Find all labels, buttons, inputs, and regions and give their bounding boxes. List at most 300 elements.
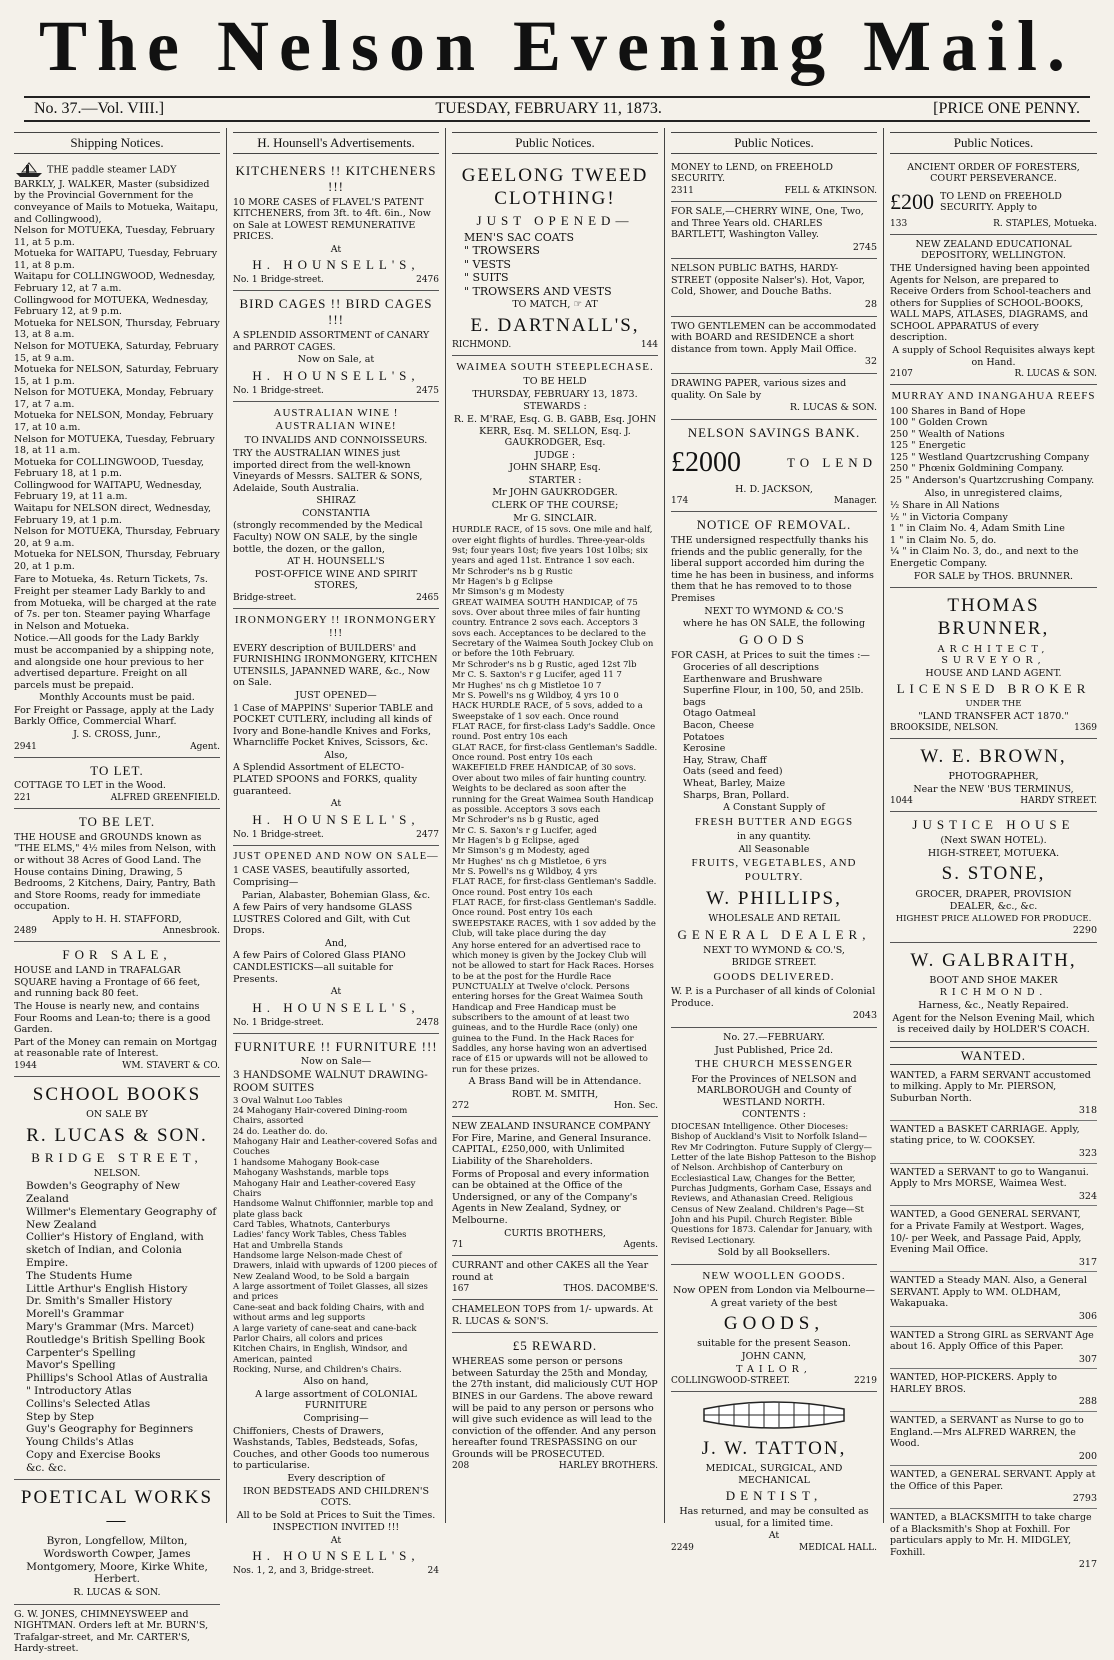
signature-row <box>452 1240 658 1251</box>
race-item: GLAT RACE, for first-class Gentleman's Saddle. Once round. Post entry 10s each <box>452 742 658 764</box>
ad-number: 307 <box>1078 1353 1097 1365</box>
ad-text: Part of the Money can remain on Mortgag at reasonable rate of Interest. <box>14 1036 218 1060</box>
school-books-ad <box>14 1077 220 1480</box>
book-item: Willmer's Elementary Geography of New Zealand <box>26 1205 217 1231</box>
race-notes: Any horse entered for an advertised race to which money is given by the Jockey Club will not be allowed to start for Hack Races. Horses to be at the post for the Hurdle Race PUNCTUALLY at Twelve o'clock. Persons entering horses for the Great Waimea South Handicap and Free Handicap must be subscribers to the amount of at least two guineas, and to the Hurdle Race (only) one guinea to the Fund. In the Hack Races for Saddles, any horse having won an advertised race of £15 or upwards will not be allowed to run for these prizes. <box>452 940 654 1075</box>
signature-row <box>14 793 220 804</box>
race-item: Mr Schroder's ns b g Rustic, aged <box>452 815 599 826</box>
ad-number: 2043 <box>852 1010 877 1022</box>
clothing-item: " VESTS <box>464 257 511 271</box>
ad-text: A Brass Band will be in Attendance. <box>468 1076 642 1088</box>
manager-role: Manager. <box>833 496 877 507</box>
photographer-ad <box>890 739 1097 812</box>
ad-heading: IRONMONGERY !! IRONMONGERY !!! <box>234 613 438 640</box>
clothing-item: " TROWSERS <box>464 244 540 258</box>
furniture-item: 3 Oval Walnut Loo Tables <box>233 1095 343 1106</box>
sailing-list <box>14 225 220 572</box>
to-let-ad <box>14 758 220 809</box>
book-list <box>14 1180 220 1474</box>
ad-apply: Apply to H. H. STAFFORD, <box>52 913 182 925</box>
furniture-item: 1 handsome Mahogany Book-case <box>233 1157 380 1168</box>
book-item: Step by Step <box>26 1410 95 1423</box>
agent-name: J. S. CROSS, Junr., <box>73 729 161 741</box>
ad-number: 24 <box>427 1566 439 1577</box>
signature-row <box>890 723 1097 734</box>
ad-subheading: JUST OPENED— <box>476 213 634 229</box>
ironmongery-ad <box>233 609 439 846</box>
ad-number: 208 <box>452 1461 470 1472</box>
signature-row <box>890 796 1097 807</box>
notice-text: Notice.—All goods for the Lady Barkly must be accompanied by a shipping note, and alongside one hour previous to her advertised departure. Freight on all parcels must be prepaid. <box>14 633 215 691</box>
ad-heading: AUSTRALIAN WINE ! AUSTRALIAN WINE! <box>273 406 399 432</box>
ad-number: 71 <box>452 1240 464 1251</box>
firm-street: HARDY STREET. <box>1020 796 1097 807</box>
ad-text: IRON BEDSTEADS AND CHILDREN'S COTS. <box>243 1485 429 1509</box>
ad-text: (strongly recommended by the Medical Faculty) NOW ON SALE, by the single bottle, the dozen, or the gallon, <box>233 520 423 555</box>
ad-heading: BIRD CAGES !! BIRD CAGES !!! <box>239 296 433 328</box>
column-heading: Shipping Notices. <box>14 132 220 154</box>
firm-street: BRIDGE STREET. <box>731 957 817 969</box>
wanted-ad <box>890 1272 1097 1326</box>
advertiser-place: Annesbrook. <box>162 926 220 937</box>
advertiser-name: R. LUCAS & SON. <box>789 402 877 414</box>
signature-row <box>233 275 439 286</box>
dateline <box>24 96 1090 122</box>
ad-number: 28 <box>864 299 877 311</box>
firm-name: THOMAS BRUNNER, <box>937 595 1050 640</box>
firm-place: RICHMOND. <box>939 987 1048 999</box>
wanted-text: WANTED a Steady MAN. Also, a General SERVANT. Apply to WM. OLDHAM, Wakapuaka. <box>890 1275 1087 1310</box>
claim-item: 1 " in Claim No. 4, Adam Smith Line <box>890 523 1065 535</box>
issue-price: [PRICE ONE PENNY. <box>933 100 1080 117</box>
currant-cakes-ad <box>452 1256 658 1300</box>
ad-number: 323 <box>1078 1148 1097 1160</box>
wine-ad <box>233 402 439 609</box>
teeth-icon <box>699 1399 849 1433</box>
ad-text: Just Published, Price 2d. <box>714 1044 834 1056</box>
ad-subheading: FRUITS, VEGETABLES, AND POULTRY. <box>691 857 857 883</box>
firm-name: W. E. BROWN, <box>920 746 1067 768</box>
wanted-text: WANTED a Strong GIRL as SERVANT Age about 16. Apply Office of this Paper. <box>890 1329 1094 1353</box>
ad-text: TWO GENTLEMEN can be accommodated with BOARD and RESIDENCE a short distance from town. Apply Mail Office. <box>671 320 877 355</box>
share-item: 250 " Wealth of Nations <box>890 428 1005 440</box>
steamer-intro: THE paddle steamer LADY BARKLY, J. WALKER, Master (subsidized by the Provincial Government for the conveyance of Mails to Motueka, Waitapu, and Collingwood), <box>14 164 219 225</box>
board-residence-ad <box>671 317 877 374</box>
furniture-item: Mahogany Hair and Leather-covered Easy Chairs <box>233 1178 416 1199</box>
claim-item: ½ " in Victoria Company <box>890 511 1008 523</box>
starter: Mr JOHN GAUKRODGER. <box>492 487 618 499</box>
ad-number: 2475 <box>416 385 439 396</box>
ad-subheading: GOODS DELIVERED. <box>713 970 835 983</box>
ad-number: 2476 <box>416 275 439 286</box>
monthly-text: Monthly Accounts must be paid. <box>39 692 195 704</box>
wanted-ad <box>890 1327 1097 1370</box>
sailing: Nelson for MOTUEKA, Thursday, February 20, at 9 a.m. <box>14 526 220 549</box>
ad-heading: NOTICE OF REMOVAL. <box>696 517 852 533</box>
ad-number: 1944 <box>14 1060 37 1071</box>
ad-text: TO LEND on FREEHOLD SECURITY. Apply to <box>940 190 1062 214</box>
sailing: Nelson for MOTUEKA, Saturday, February 15, at 9 a.m. <box>14 340 219 364</box>
book-item: " Introductory Atlas <box>26 1385 132 1397</box>
book-item: Mavor's Spelling <box>26 1359 116 1372</box>
goods-item: Potatoes <box>683 731 725 743</box>
firm-role: TAILOR, <box>736 1363 812 1375</box>
column-heading: Public Notices. <box>452 132 658 154</box>
column-5 <box>884 128 1103 1571</box>
wanted-ad <box>890 1369 1097 1412</box>
goods-item: Kerosine <box>683 743 726 755</box>
firm-street: BRIDGE STREET, <box>31 1149 203 1165</box>
ad-number: 1044 <box>890 796 913 807</box>
firm-address: No. 1 Bridge-street. <box>233 829 324 840</box>
sailing: Waitapu for NELSON direct, Wednesday, February 19, at 1 p.m. <box>14 503 211 526</box>
apply-text: For Freight or Passage, apply at the Lady Barkly Office, Commercial Wharf. <box>14 704 215 728</box>
ad-heading: JUSTICE HOUSE <box>912 817 1075 833</box>
ad-number: 2311 <box>671 186 694 197</box>
ad-heading: £5 REWARD. <box>512 1338 598 1354</box>
furniture-item: Rocking, Nurse, and Children's Chairs. <box>233 1364 402 1375</box>
ad-at: At <box>330 243 342 255</box>
clothing-item: " SUITS <box>464 271 509 285</box>
firm-name: H. HOUNSELL'S, <box>252 811 420 827</box>
ad-number: 2219 <box>854 1376 877 1387</box>
book-item: Bowden's Geography of New Zealand <box>26 1180 180 1206</box>
poetical-works-ad <box>14 1480 220 1605</box>
bird-cages-ad <box>233 291 439 401</box>
ad-text: Every description of <box>287 1472 385 1484</box>
sailing: Nelson for MOTUEKA, Monday, February 17, at 7 a.m. <box>14 387 214 410</box>
ad-number: 2745 <box>852 241 877 253</box>
race-item: FLAT RACE, for first-class Gentleman's Saddle. Once round. Post entry 10s each <box>452 898 657 919</box>
geelong-tweed-ad <box>452 158 658 356</box>
wanted-text: WANTED a BASKET CARRIAGE. Apply, stating price, to W. COOKSEY. <box>890 1123 1080 1147</box>
ad-and: And, <box>324 937 348 949</box>
section-heading: WANTED. <box>890 1047 1097 1065</box>
manager-name: H. D. JACKSON, <box>735 483 813 495</box>
ad-text: TRY the AUSTRALIAN WINES just imported direct from the well-known Vineyards of Messrs. SALTER & SONS, Adelaide, South Australia. <box>233 447 423 494</box>
race-list <box>452 525 658 939</box>
signature-row <box>452 340 658 351</box>
ad-text: WHEREAS some person or persons between Saturday the 25th and Monday, the 27th instant, did maliciously CUT HOP BINES in our Gardens. The above reward will be paid to any person or persons who will give such evidence as will lead to the conviction of the offender. And any person hereafter found TRESPASSING on our Grounds will be PROSECUTED. <box>452 1356 658 1460</box>
claim-item: ¼ " in Claim No. 3, do., and next to the Energetic Company. <box>890 546 1079 570</box>
goods-item: Groceries of all descriptions <box>683 662 820 674</box>
firm-name: R. LUCAS & SON. <box>73 1587 161 1599</box>
ad-number: 2489 <box>14 926 37 937</box>
ad-text: TO BE HELD <box>523 376 587 388</box>
book-item: The Students Hume <box>26 1269 133 1282</box>
ad-number: 318 <box>1078 1105 1097 1117</box>
firm-role: HOUSE AND LAND AGENT. <box>925 667 1062 679</box>
ad-text: FOR SALE,—CHERRY WINE, One, Two, and Three Years old. CHARLES BARTLETT, Washington Valley. <box>671 205 864 241</box>
sailing: Motueka for NELSON, Thursday, February 20, at 1 p.m. <box>14 549 220 572</box>
signature-row <box>14 926 220 937</box>
goods-item: Superfine Flour, in 100, 50, and 25lb. bags <box>683 685 864 708</box>
firm-name: W. PHILLIPS, <box>706 888 842 910</box>
signature-row <box>890 369 1097 380</box>
ad-text: A Splendid Assortment of ELECTO-PLATED SPOONS and FORKS, quality guaranteed. <box>233 762 418 797</box>
firm-town: NELSON. <box>93 1167 141 1179</box>
book-item: Collier's History of England, with sketch of Indian, and Colonia Empire. <box>26 1231 204 1270</box>
wanted-ad <box>890 1206 1097 1272</box>
book-item: Dr. Smith's Smaller History <box>26 1295 173 1308</box>
furniture-list <box>233 1096 439 1376</box>
clothing-item: MEN'S SAC COATS <box>464 231 575 245</box>
advertiser-name: WM. STAVERT & CO. <box>122 1060 220 1071</box>
firm-role: WHOLESALE AND RETAIL <box>708 913 840 925</box>
secretary-role: Hon. Sec. <box>613 1101 658 1112</box>
ad-text: NEXT TO WYMOND & CO.'S <box>704 605 844 617</box>
wanted-text: WANTED, HOP-PICKERS. Apply to HARLEY BROS. <box>890 1372 1058 1395</box>
advertiser-name: THOS. DACOMBE'S. <box>563 1284 658 1295</box>
ad-text: HOUSE and LAND in TRAFALGAR SQUARE having a Frontage of 66 feet, and running back 80 feet. <box>14 965 201 1000</box>
signature-row <box>233 830 439 841</box>
firm-name: E. DARTNALL'S, <box>470 314 640 336</box>
firm-dealer: GENERAL DEALER, <box>677 926 871 942</box>
ad-subheading: STEWARDS : <box>523 401 587 413</box>
furniture-item: Mahogany Washstands, marble tops <box>233 1168 389 1179</box>
ad-text: A Constant Supply of <box>723 802 825 814</box>
furniture-item: A large assortment of Toilet Glasses, all sizes and prices <box>233 1282 428 1303</box>
justice-house-ad <box>890 812 1097 942</box>
ad-heading: THE CHURCH MESSENGER <box>694 1058 854 1071</box>
firm-address: Nos. 1, 2, and 3, Bridge-street. <box>233 1566 375 1577</box>
issue-date: TUESDAY, FEBRUARY 11, 1873. <box>435 100 662 117</box>
ad-text: Has returned, and may be consulted as usual, for a limited time. <box>679 1506 869 1529</box>
firm-name: H. HOUNSELL'S, <box>252 367 420 383</box>
wine-name: CONSTANTIA <box>302 507 370 519</box>
sailing: Motueka for NELSON, Monday, February 17, at 10 a.m. <box>14 410 214 433</box>
column-1 <box>8 128 227 1655</box>
clothing-list <box>452 231 658 298</box>
firm-role: PHOTOGRAPHER, <box>948 771 1039 783</box>
share-item: 250 " Phœnix Goldmining Company. <box>890 463 1064 475</box>
column-heading: Public Notices. <box>890 132 1097 154</box>
share-item: 125 " Energetic <box>890 440 966 452</box>
sailing: Motueka for NELSON, Saturday, February 15, at 1 p.m. <box>14 364 219 387</box>
wanted-ad <box>890 1121 1097 1164</box>
advertiser-name: FELL & ATKINSON. <box>784 186 877 197</box>
race-item: Mr S. Powell's ns g Wildboy, 4 yrs <box>452 867 598 878</box>
share-item: 100 " Golden Crown <box>890 417 988 429</box>
wanted-text: WANTED a SERVANT to go to Wanganui. Apply to Mrs MORSE, Waimea West. <box>890 1166 1089 1190</box>
ad-number: 221 <box>14 793 32 804</box>
wanted-text: WANTED, a SERVANT as Nurse to go to England.—Mrs ALFRED WARREN, the Wood. <box>890 1415 1084 1450</box>
ad-text: NELSON PUBLIC BATHS, HARDY-STREET (opposite Nalser's). Hot, Vapor, Cold, Shower, and Douche Baths. <box>671 263 866 298</box>
firm-name: R. LUCAS & SON. <box>26 1124 208 1146</box>
ad-heading: TO BE LET. <box>78 813 156 829</box>
steeplechase-ad <box>452 356 658 1118</box>
share-item: 100 Shares in Band of Hope <box>890 405 1026 417</box>
for-sale-ad <box>14 942 220 1076</box>
ad-heading: NEW WOOLLEN GOODS. <box>702 1269 846 1282</box>
wanted-ad <box>890 1509 1097 1574</box>
ad-text: THE undersigned respectfully thanks his friends and the public generally, for the liberal support accorded him during the time he has been in business, and informs them that he has removed to to those Premises <box>671 535 874 604</box>
ad-number: 317 <box>1078 1256 1097 1268</box>
wine-name: SHIRAZ <box>316 495 356 507</box>
column-3 <box>446 128 665 1523</box>
book-item: Collins's Selected Atlas <box>26 1397 151 1410</box>
event-date: THURSDAY, FEBRUARY 13, 1873. <box>472 388 638 400</box>
ad-text: Harness, &c., Neatly Repaired. <box>918 999 1069 1011</box>
race-item: WAKEFIELD FREE HANDICAP, of 30 sovs. Over about two miles of fair hunting country. Weights to be declared as soon after the running for the Great Waimea South Handicap as possible. Acceptors 3 sovs each <box>452 763 654 815</box>
wanted-text: WANTED, a Good GENERAL SERVANT, for a Private Family at Westport. Wages, 10/- per Week, and Passage Paid, Apply, Evening Mail Office. <box>890 1209 1085 1256</box>
firm-address: Bridge-street. <box>233 592 297 603</box>
sailing: Collingwood for WAITAPU, Wednesday, February 19, at 11 a.m. <box>14 479 202 503</box>
ad-text: UNDER THE <box>965 699 1022 710</box>
ad-text: Agent for the Nelson Evening Mail, which is received daily by HOLDER'S COACH. <box>892 1012 1095 1036</box>
firm-address: No. 1 Bridge-street. <box>233 1017 324 1028</box>
signature-row <box>452 1284 658 1295</box>
savings-bank-ad <box>671 420 877 513</box>
ad-text: Parian, Alabaster, Bohemian Glass, &c. <box>241 889 431 901</box>
vases-ad <box>233 846 439 1034</box>
ad-also: Also on hand, <box>303 1376 369 1388</box>
furniture-item: Handsome large Nelson-made Chest of Drawers, inlaid with upwards of 1200 pieces of New Zealand Wood, to be Sold a bargain <box>233 1251 437 1282</box>
ad-number: 32 <box>864 356 877 368</box>
ad-text: NEW ZEALAND INSURANCE COMPANY For Fire, Marine, and General Insurance. CAPITAL, £250,000, with Unlimited Liability of the Shareholders. <box>452 1121 652 1168</box>
drawing-paper-ad <box>671 374 877 420</box>
goods-item: Sharps, Bran, Pollard. <box>683 789 790 801</box>
race-item: Mr C. S. Saxton's r g Lucifer, aged 11 7 <box>452 670 622 681</box>
secretary-name: ROBT. M. SMITH, <box>511 1088 599 1100</box>
ad-subheading: GOODS, <box>723 1313 825 1335</box>
sailing: Motueka for COLLINGWOOD, Tuesday, February 18, at 1 p.m. <box>14 456 205 480</box>
agent-role: Agents. <box>623 1240 658 1251</box>
sailing: Motueka for NELSON, Thursday, February 13, at 8 a.m. <box>14 317 220 341</box>
book-item: Phillips's School Atlas of Australia <box>26 1372 208 1385</box>
race-item: GREAT WAIMEA SOUTH HANDICAP, of 75 sovs. Over about three miles of fair hunting country. Entrance 2 sovs each. Acceptors 3 sovs each. Acceptances to be declared to the Secretary of the Waimea South Jockey Club on or before the 10th February. <box>452 597 654 660</box>
signature-row <box>233 386 439 397</box>
clothing-item: " TROWSERS AND VESTS <box>464 284 612 298</box>
ad-number: 2290 <box>1072 925 1097 937</box>
stewards: R. E. M'RAE, Esq. G. B. GABB, Esq. JOHN KERR, Esq. M. SELLON, Esq. J. GAUKRODGER, Esq. <box>453 413 657 449</box>
share-item: 125 " Westland Quartzcrushing Company <box>890 451 1090 463</box>
savings-lend: TO LEND <box>786 454 877 470</box>
ad-text: 1 Case of MAPPINS' Superior TABLE and POCKET CUTLERY, including all kinds of Ivory and Bone-handle Knives and Forks, Wharncliffe Pocket Knives, Scissors, &c. <box>233 702 434 749</box>
furniture-item: Ladies' fancy Work Tables, Chess Tables <box>233 1230 407 1241</box>
dentist-title: DENTIST, <box>725 1488 823 1504</box>
race-item: Mr Hagen's b g Eclipse <box>452 576 553 587</box>
ad-text: A SPLENDID ASSORTMENT of CANARY and PARROT CAGES. <box>233 330 430 353</box>
book-item: Mary's Grammar (Mrs. Marcet) <box>26 1321 195 1334</box>
ad-number: 2793 <box>1072 1493 1097 1505</box>
ad-text: G. W. JONES, CHIMNEYSWEEP and NIGHTMAN. Orders left at Mr. BURN'S, Trafalgar-street, and Mr. CARTER'S, Hardy-street. <box>14 1608 209 1655</box>
goods-list <box>671 662 877 801</box>
ad-heading: FURNITURE !! FURNITURE !!! <box>234 1038 438 1054</box>
ad-subheading: Now on Sale— <box>300 1056 372 1068</box>
ad-text: W. P. is a Purchaser of all kinds of Colonial Produce. <box>671 986 876 1009</box>
furniture-item: Kitchen Chairs, in English, Windsor, and American, painted <box>233 1344 408 1365</box>
race-item: Mr S. Powell's ns g Wildboy, 4 yrs 10 0 <box>452 690 619 701</box>
wanted-text: WANTED, a BLACKSMITH to take charge of a Blacksmith's Shop at Foxhill. For particulars apply to Mr. H. MIDGLEY, Foxhill. <box>890 1512 1092 1558</box>
ad-subheading: LICENSED BROKER <box>896 681 1091 697</box>
race-item: Mr Schroder's ns b g Rustic, aged 12st 7lb <box>452 659 637 670</box>
cherry-wine-ad <box>671 202 877 259</box>
firm-address: No. 1 Bridge-street. <box>233 385 324 396</box>
galbraith-ad <box>890 943 1097 1042</box>
ad-number: 144 <box>640 339 658 350</box>
ad-at: At <box>330 798 342 810</box>
ad-text: FOR CASH, at Prices to suit the times :— <box>671 649 870 661</box>
ad-text: Sold by all Booksellers. <box>717 1247 831 1259</box>
ad-text: For the Provinces of NELSON and MARLBOROUGH and County of WESTLAND NORTH. <box>691 1073 857 1108</box>
ad-at: At <box>330 1534 342 1546</box>
firm-name: H. HOUNSELL'S, <box>252 999 420 1015</box>
ad-number: 272 <box>452 1101 470 1112</box>
ad-text: DRAWING PAPER, various sizes and quality. On Sale by <box>671 377 847 401</box>
wanted-text: WANTED, a GENERAL SERVANT. Apply at the Office of this Paper. <box>890 1469 1096 1492</box>
advertiser-name: HARLEY BROTHERS. <box>558 1461 658 1472</box>
firm-address: BROOKSIDE, NELSON. <box>890 723 999 734</box>
wanted-ad <box>890 1164 1097 1207</box>
firm-name: H. HOUNSELL'S, <box>252 1548 420 1564</box>
ad-subheading: TO INVALIDS AND CONNOISSEURS. <box>244 435 428 447</box>
firm-place: MEDICAL HALL. <box>799 1543 877 1554</box>
signature-row <box>14 742 220 753</box>
issue-number: No. 37.—Vol. VIII.] <box>34 100 165 117</box>
ad-subheading: A large assortment of COLONIAL FURNITURE <box>255 1388 417 1412</box>
sailing: Waitapu for COLLINGWOOD, Wednesday, February 12, at 7 a.m. <box>14 271 216 295</box>
sailing: Nelson for MOTUEKA, Tuesday, February 11, at 5 p.m. <box>14 225 215 248</box>
ad-text: where he has ON SALE, the following <box>682 618 866 630</box>
steamer-ad <box>14 158 220 758</box>
advertiser-name: ALFRED GREENFIELD. <box>110 793 220 804</box>
ad-text: HIGHEST PRICE ALLOWED FOR PRODUCE. <box>895 913 1092 924</box>
signature-row <box>233 593 439 604</box>
race-item: Mr Schroder's ns b g Rustic <box>452 566 573 577</box>
firm-store: POST-OFFICE WINE AND SPIRIT STORES, <box>254 568 418 592</box>
goods-item: Bacon, Cheese <box>683 720 754 732</box>
ad-text: DIOCESAN Intelligence. Other Dioceses: Bishop of Auckland's Visit to Norfolk Island—Rev Mr Codrington. Future Supply of Clergy—Letter of the late Bishop Patteson to the Bishop of Nelson. Archbishop of Canterbury on Ecclesiastical Law, Changes for the Better, Purchas Judgments, Gorham Case, Essays and Reviews, and Athanasian Creed. Religious Census of New Zealand. Children's Page—St John and his Pupil. Church Register. Bible Questions for 1873. Calendar for January, with Revised Lectionary. <box>671 1121 877 1246</box>
firm-name: S. STONE, <box>941 863 1046 885</box>
ad-number: 1369 <box>1074 723 1097 734</box>
agent-role: Agent. <box>190 741 220 752</box>
ad-subheading: GOODS <box>739 631 809 647</box>
ad-number: 2465 <box>416 592 439 603</box>
furniture-ad <box>233 1034 439 1582</box>
book-item: Morell's Grammar <box>26 1308 124 1321</box>
firm-location: Near the NEW 'BUS TERMINUS, <box>913 783 1074 795</box>
ad-text: The House is nearly new, and contains Four Rooms and Lean-to; there is a good Garden. <box>14 1001 211 1036</box>
ad-text: Forms of Proposal and every information can be obtained at the Office of the Undersigned, or any of the Company's Agents in New Zealand, Sydney, or Melbourne. <box>452 1168 650 1226</box>
book-item: &c. &c. <box>26 1461 67 1474</box>
ship-icon <box>14 161 44 179</box>
ad-heading: TO LET. <box>90 762 144 778</box>
ad-text: THE Undersigned having been appointed Agents for Nelson, are prepared to Receive Orders from School-teachers and others for Supplies of SCHOOL-BOOKS, WALL MAPS, ATLASES, DIAGRAMS, and SCHOOL APPARATUS of every description. <box>890 262 1092 344</box>
ad-heading: GEELONG TWEED CLOTHING! <box>461 164 649 210</box>
firm-name: W. GALBRAITH, <box>910 949 1077 971</box>
furniture-item: A large variety of cane-seat and cane-back Parlor Chairs, all colors and prices <box>233 1323 417 1344</box>
firm-role: MEDICAL, SURGICAL, AND MECHANICAL <box>705 1463 843 1486</box>
ad-text: A supply of School Requisites always kept on Hand. <box>892 345 1095 368</box>
race-item: SWEEPSTAKE RACES, with 1 sov added by the Club, will take place during the day <box>452 918 656 940</box>
firm-name: J. W. TATTON, <box>701 1438 847 1460</box>
ad-number: 2477 <box>416 829 439 840</box>
race-item: FLAT RACE, for first-class Lady's Saddle. Once round. Post entry 10s each <box>452 721 656 743</box>
ad-text: A great variety of the best <box>710 1297 838 1309</box>
ad-text: All Seasonable <box>738 843 810 855</box>
column-2 <box>227 128 446 1577</box>
firm-role: DEALER, &c., &c. <box>949 901 1038 913</box>
brunner-ad <box>890 588 1097 739</box>
ad-text: in any quantity. <box>736 831 812 843</box>
foresters-row <box>890 186 1097 219</box>
ad-text: CHAMELEON TOPS from 1/- upwards. At R. LUCAS & SON'S. <box>452 1304 653 1327</box>
insurance-ad <box>452 1117 658 1256</box>
ad-text: FOR SALE by THOS. BRUNNER. <box>913 570 1074 582</box>
ad-heading: MURRAY AND INANGAHUA REEFS <box>891 390 1096 403</box>
race-item: Mr Simson's g m Modesty <box>452 587 565 598</box>
